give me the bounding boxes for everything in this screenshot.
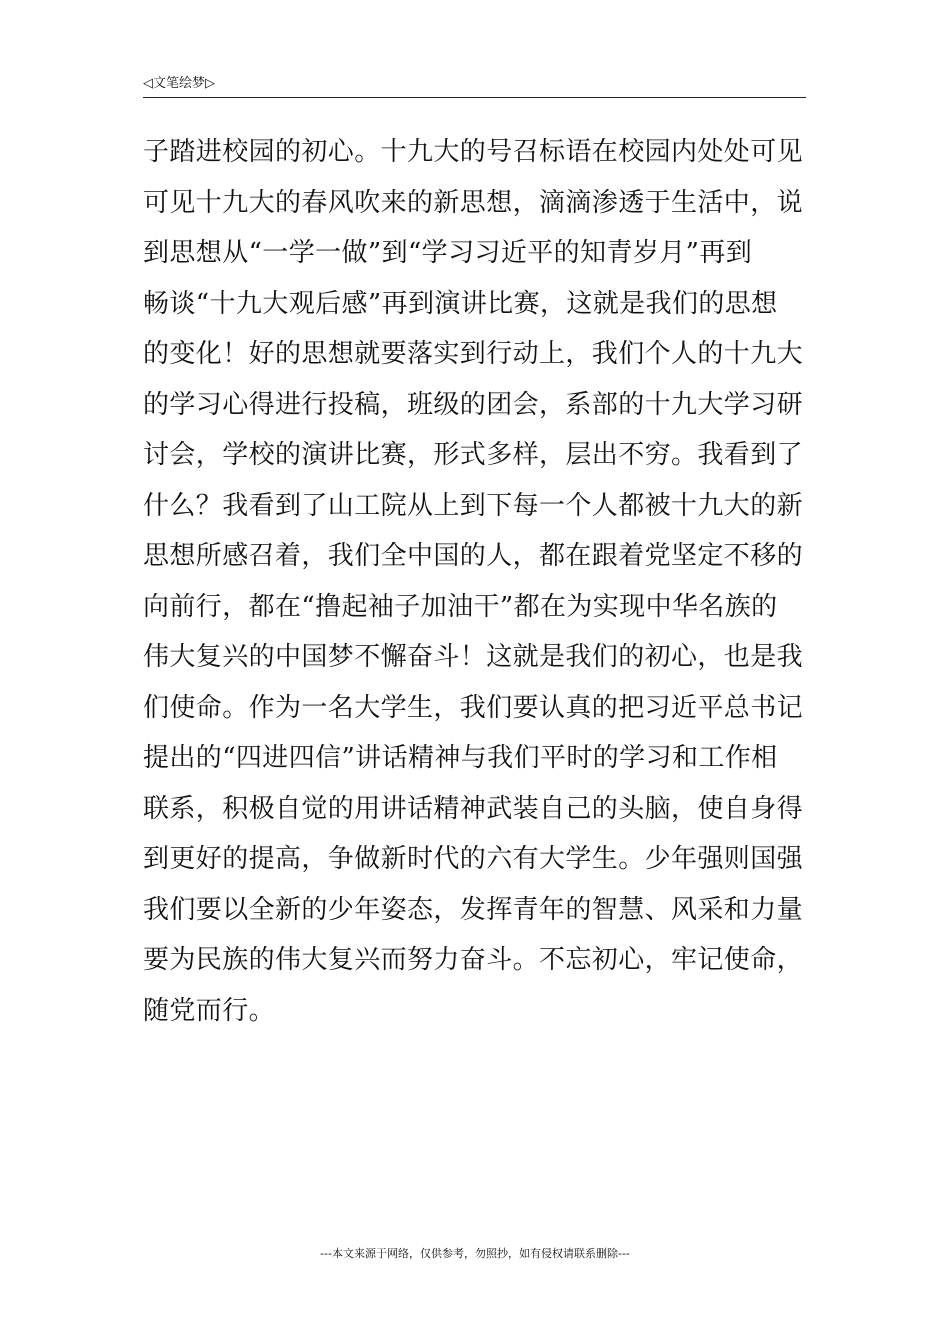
text-line: 联系，积极自觉的用讲话精神武装自己的头脑，使自身得: [143, 793, 804, 824]
text-line: 可见十九大的春风吹来的新思想，滴滴渗透于生活中，说: [143, 187, 804, 218]
text-line: 提出的“四进四信”讲话精神与我们平时的学习和工作相: [143, 743, 778, 773]
text-line: 向前行，都在“撸起袖子加油干”都在为实现中华名族的: [143, 591, 778, 622]
text-line: 的变化！好的思想就要落实到行动上，我们个人的十九大: [143, 339, 804, 369]
text-line: 讨会，学校的演讲比赛，形式多样，层出不穷。我看到了: [143, 440, 804, 470]
header-title: ◁文笔绘梦▷: [143, 76, 215, 91]
text-line: 到思想从“一学一做”到“学习习近平的知青岁月”再到: [143, 238, 753, 268]
text-line: 畅谈“十九大观后感”再到演讲比赛，这就是我们的思想: [143, 288, 778, 319]
page-header: [143, 72, 806, 98]
text-line: 随党而行。: [143, 995, 276, 1026]
text-line: 子踏进校园的初心。十九大的号召标语在校园内处处可见: [143, 137, 804, 167]
page-footer: [0, 1247, 950, 1261]
text-line: 的学习心得进行投稿，班级的团会，系部的十九大学习研: [143, 389, 804, 420]
text-line: 什么？我看到了山工院从上到下每一个人都被十九大的新: [143, 490, 804, 521]
text-line: 思想所感召着，我们全中国的人，都在跟着党坚定不移的: [143, 541, 804, 571]
text-line: 到更好的提高，争做新时代的六有大学生。少年强则国强: [143, 844, 804, 874]
text-line: 要为民族的伟大复兴而努力奋斗。不忘初心，牢记使命，: [143, 945, 804, 975]
text-line: 伟大复兴的中国梦不懈奋斗！这就是我们的初心，也是我: [143, 642, 804, 672]
body-text: [143, 132, 806, 1041]
footer-disclaimer: ---本文来源于网络，仅供参考，勿照抄，如有侵权请联系删除---: [320, 1247, 630, 1260]
text-line: 我们要以全新的少年姿态，发挥青年的智慧、风采和力量: [143, 894, 804, 925]
text-line: 们使命。作为一名大学生，我们要认真的把习近平总书记: [143, 692, 804, 723]
